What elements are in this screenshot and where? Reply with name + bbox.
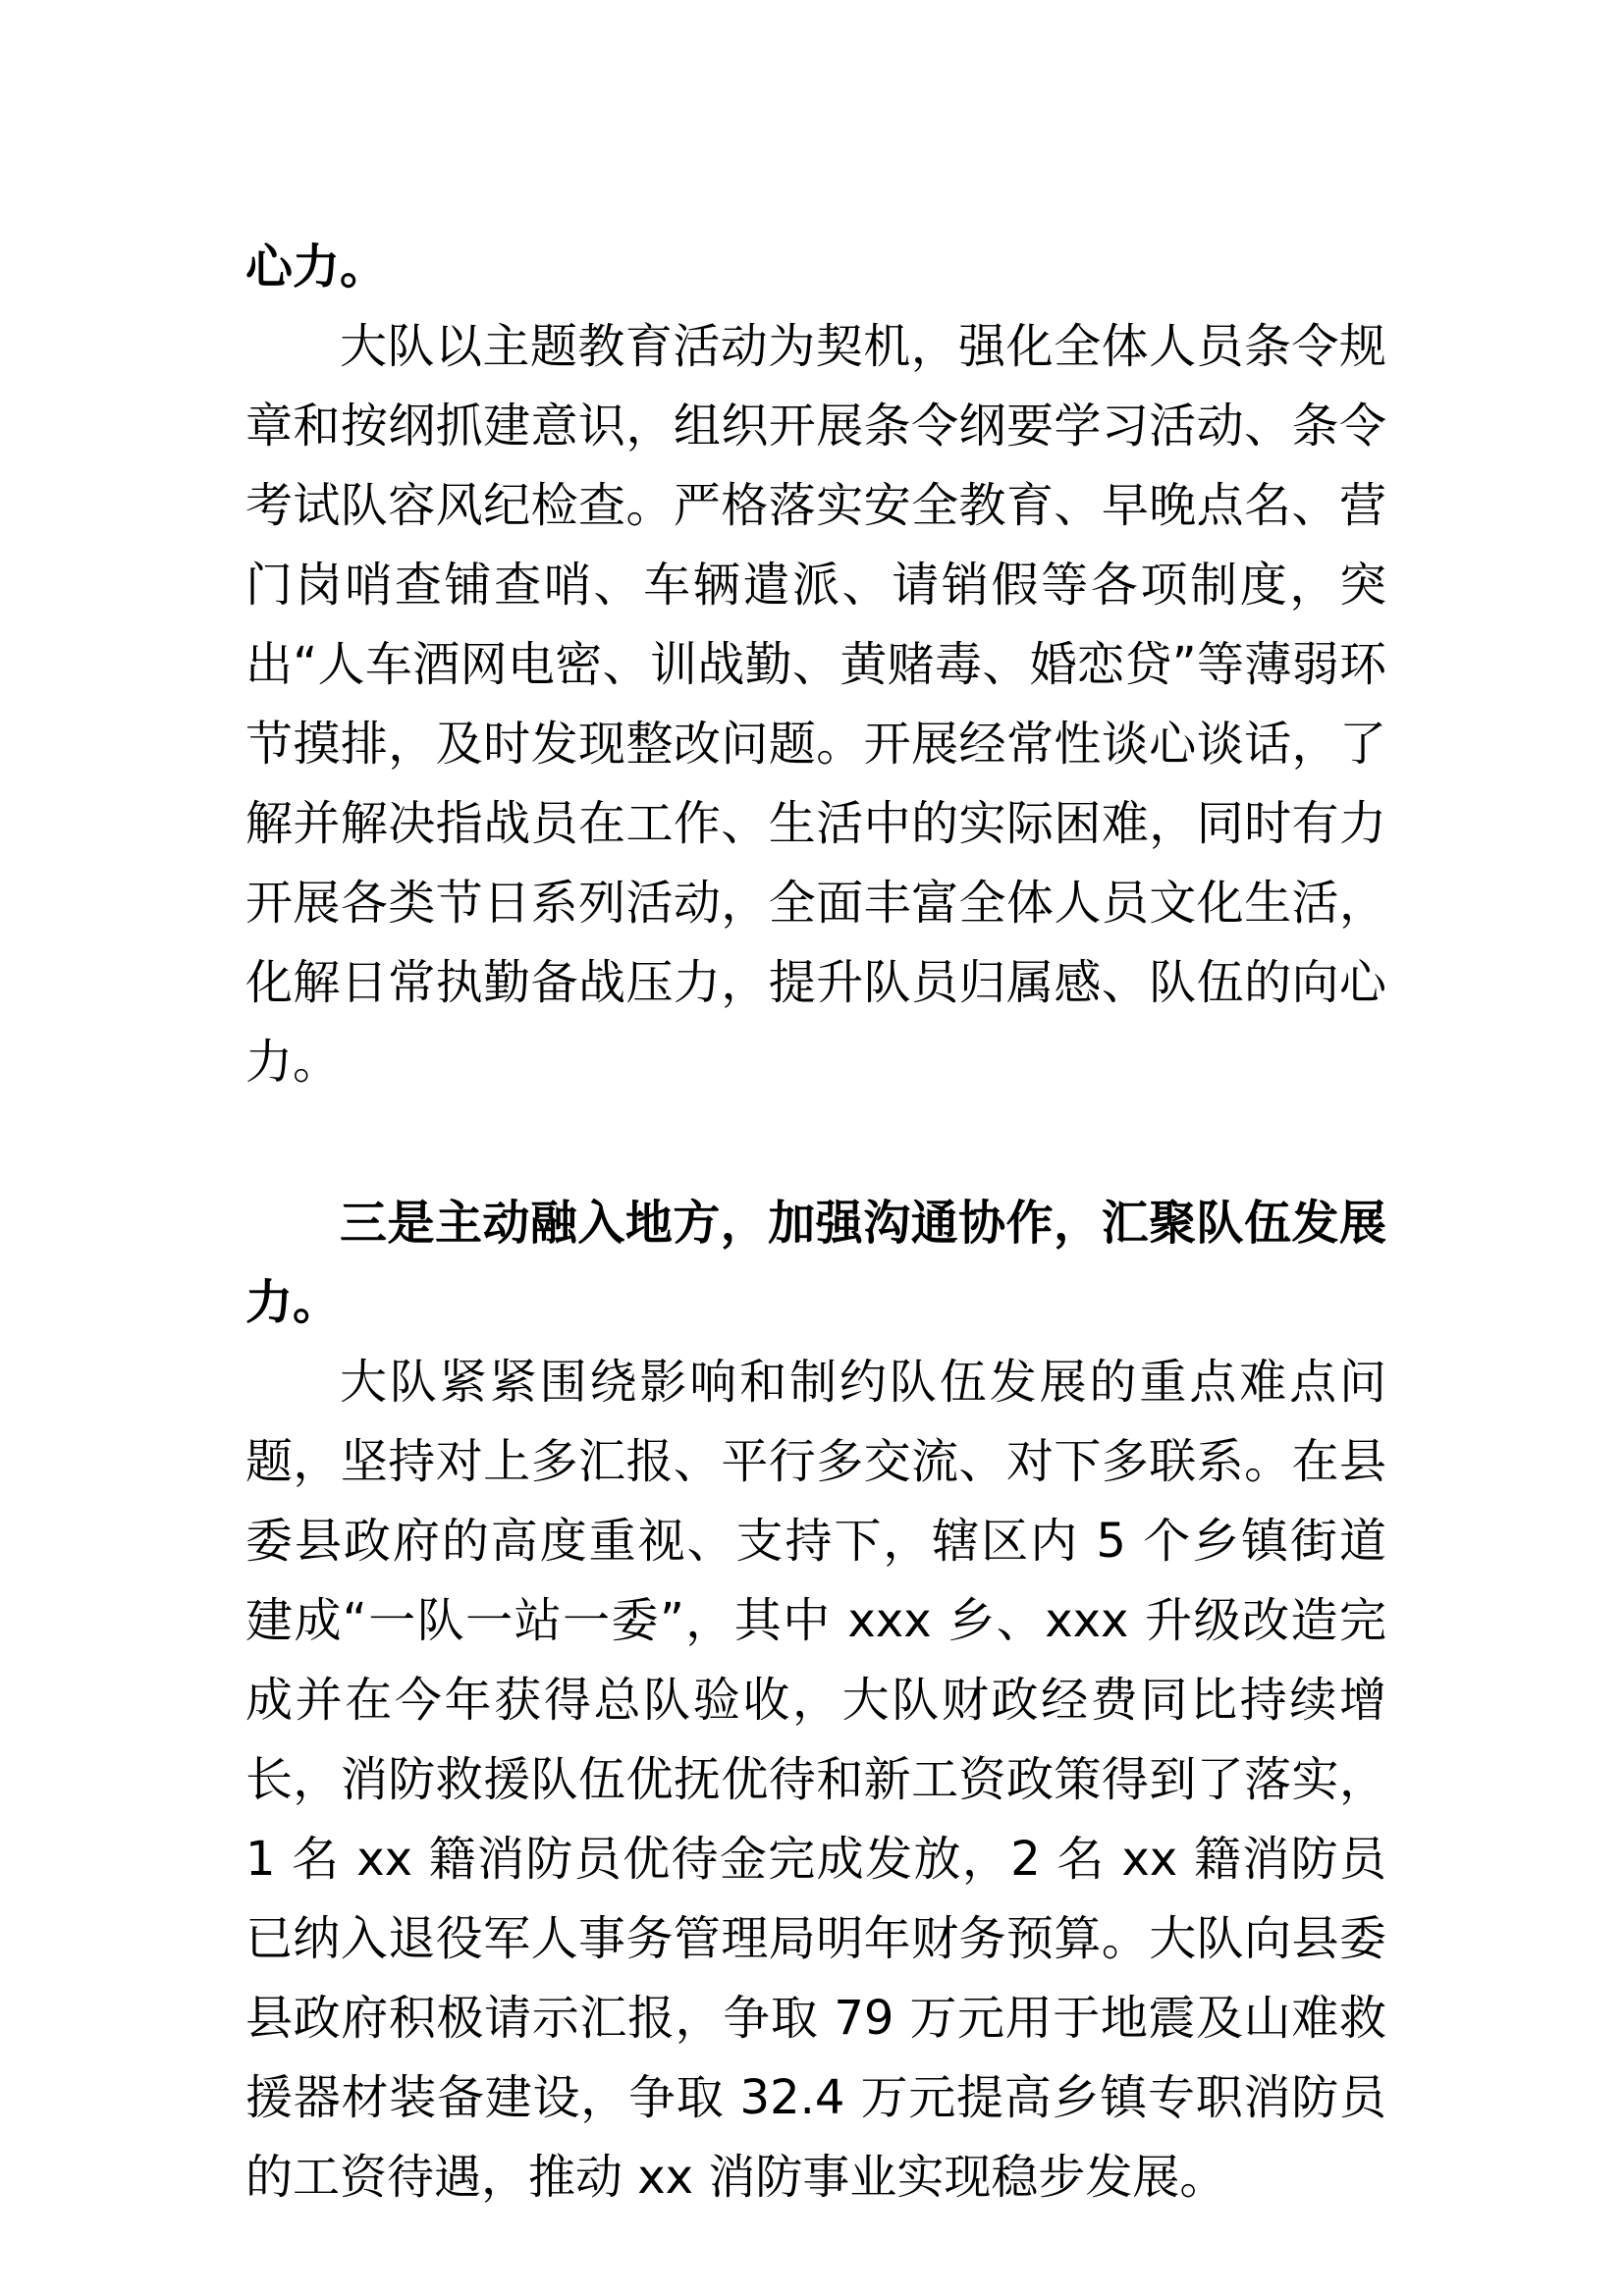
body-paragraph-coordination: 大队紧紧围绕影响和制约队伍发展的重点难点问题，坚持对上多汇报、平行多交流、对下多联系。在县委县政府的高度重视、支持下，辖区内 5 个乡镇街道建成“一队一站一委”，其中 xxx 乡、xxx 升级改造完成并在今年获得总队验收，大队财政经费同比持续增长，消防救援队伍优抚优待和新工资政策得到了落实，1 名 xx 籍消防员优待金完成发放，2 名 xx 籍消防员已纳入退役军人事务管理局明年财务预算。大队向县委县政府积极请示汇报，争取 79 万元用于地震及山难救援器材装备建设，争取 32.4 万元提高乡镇专职消防员的工资待遇，推动 xx 消防事业实现稳步发展。 <box>245 1355 1386 2205</box>
continued-paragraph-ending: 心力。 <box>245 240 388 294</box>
body-paragraph-discipline: 大队以主题教育活动为契机，强化全体人员条令规章和按纲抓建意识，组织开展条令纲要学习活动、条令考试队容风纪检查。严格落实安全教育、早晚点名、营门岗哨查铺查哨、车辆遣派、请销假等各项制度，突出“人车酒网电密、训战勤、黄赌毒、婚恋贷”等薄弱环节摸排，及时发现整改问题。开展经常性谈心谈话，了解并解决指战员在工作、生活中的实际困难，同时有力开展各类节日系列活动，全面丰富全体人员文化生活，化解日常执勤备战压力，提升队员归属感、队伍的向心力。 <box>245 319 1386 1090</box>
paragraph-spacer <box>245 1102 1386 1184</box>
document-body <box>245 228 1386 2217</box>
section-heading: 三是主动融入地方，加强沟通协作，汇聚队伍发展力。 <box>245 1196 1386 1330</box>
